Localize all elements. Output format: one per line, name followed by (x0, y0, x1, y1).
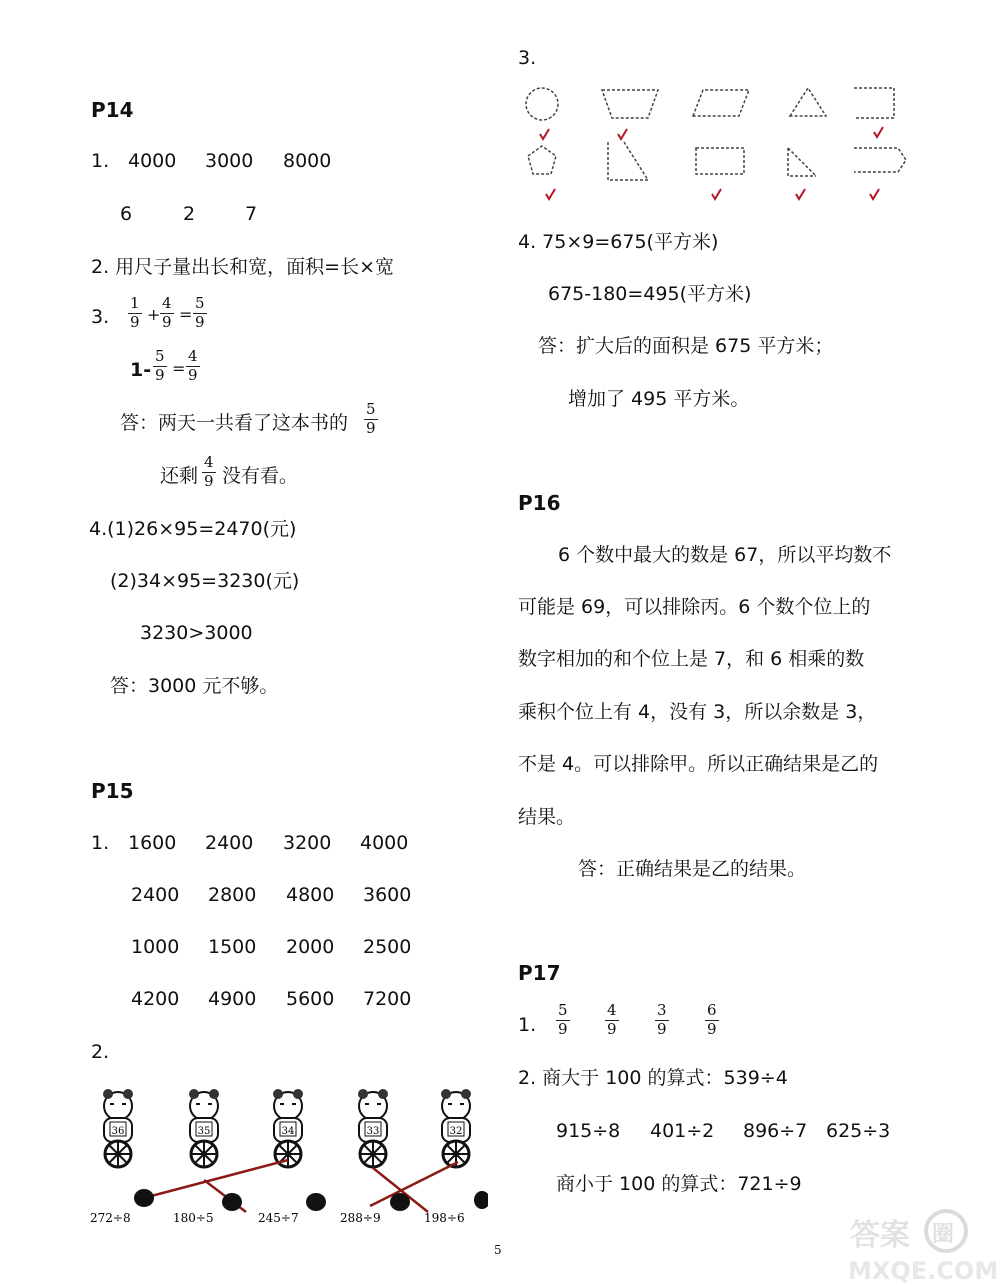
right-triangle-shape (788, 148, 816, 176)
fraction: $\frac{5}{9}$ (195, 294, 205, 331)
grid-cell: 4800 (286, 884, 335, 906)
division-expression: 625÷3 (826, 1120, 891, 1142)
check-icon (796, 189, 805, 199)
p14-q1-value: 7 (245, 203, 258, 225)
p14-q2: 2. 用尺子量出长和宽，面积=长×宽 (91, 256, 395, 278)
fraction: $\frac{4}{9}$ (607, 1001, 617, 1038)
p14-q3-unread: 没有看。 (222, 465, 299, 487)
ball-icon (390, 1193, 410, 1211)
division-expression: 915÷8 (556, 1120, 621, 1142)
check-icon (618, 129, 627, 139)
division-card: 198÷6 (424, 1211, 465, 1225)
grid-cell: 4200 (131, 988, 180, 1010)
p14-q1-value: 4000 (128, 150, 177, 172)
division-expression: 401÷2 (650, 1120, 715, 1142)
p14-q1-value: 6 (120, 203, 133, 225)
equals-sign: = (179, 305, 193, 324)
right-q4-answer: 答：扩大后的面积是 675 平方米； (538, 335, 834, 357)
p17-title: P17 (518, 961, 561, 985)
bear-number: 35 (197, 1126, 211, 1137)
arrow-shape (854, 148, 906, 172)
trapezoid-shape (602, 90, 658, 118)
p17-q2-line: 商小于 100 的算式：721÷9 (556, 1173, 802, 1195)
bear-number: 36 (111, 1126, 125, 1137)
grid-cell: 4000 (360, 832, 409, 854)
rectangle-shape (854, 88, 894, 118)
equals-sign: = (172, 359, 186, 378)
fraction: $\frac{5}{9}$ (155, 347, 165, 384)
division-expression: 896÷7 (743, 1120, 808, 1142)
p16-line: 数字相加的和个位上是 7，和 6 相乘的数 (518, 648, 865, 670)
svg-text:答案: 答案 (850, 1218, 910, 1253)
p14-q1-label: 1. (91, 150, 110, 172)
grid-cell: 7200 (363, 988, 412, 1010)
one-minus: 1- (130, 359, 152, 381)
p14-q3-label: 3. (91, 306, 110, 328)
ball-icon (134, 1189, 154, 1207)
grid-cell: 1600 (128, 832, 177, 854)
page-number: 5 (494, 1243, 502, 1257)
right-q3-label: 3. (518, 47, 537, 69)
ball-icon (306, 1193, 326, 1211)
p17-q1-label: 1. (518, 1014, 537, 1036)
fraction: $\frac{5}{9}$ (558, 1001, 568, 1038)
fraction: $\frac{4}{9}$ (188, 347, 198, 384)
ball-icon (474, 1191, 488, 1209)
right-q4-answer: 增加了 495 平方米。 (568, 388, 750, 410)
bear-number: 34 (281, 1126, 295, 1137)
p16-line: 可能是 69，可以排除丙。6 个数个位上的 (518, 596, 871, 618)
p16-line: 6 个数中最大的数是 67，所以平均数不 (558, 544, 892, 566)
grid-cell: 2400 (205, 832, 254, 854)
grid-cell: 5600 (286, 988, 335, 1010)
p14-q4-line: 4.(1)26×95=2470(元) (89, 518, 297, 540)
division-card: 180÷5 (173, 1211, 214, 1225)
fraction: $\frac{6}{9}$ (707, 1001, 717, 1038)
shapes-symmetry-figure (518, 82, 918, 212)
p15-q2-label: 2. (91, 1041, 110, 1063)
svg-text:MXQE.COM: MXQE.COM (848, 1257, 999, 1285)
svg-text:圈: 圈 (932, 1222, 955, 1247)
grid-cell: 2000 (286, 936, 335, 958)
bear-matching-illustration (88, 1088, 488, 1228)
p14-q3-remaining: 还剩 (160, 465, 199, 487)
division-card: 272÷8 (90, 1211, 131, 1225)
ball-icon (222, 1193, 242, 1211)
circle-shape (526, 88, 558, 120)
fraction: $\frac{3}{9}$ (657, 1001, 667, 1038)
p14-q4-line: (2)34×95=3230(元) (110, 570, 300, 592)
grid-cell: 2500 (363, 936, 412, 958)
p15-q1-label: 1. (91, 832, 110, 854)
fraction: $\frac{5}{9}$ (366, 400, 376, 437)
check-icon (546, 189, 555, 199)
check-icon (712, 189, 721, 199)
grid-cell: 3600 (363, 884, 412, 906)
check-icon (540, 129, 549, 139)
rectangle-shape (696, 148, 744, 174)
p14-q4-answer: 答：3000 元不够。 (110, 675, 279, 697)
fraction: $\frac{4}{9}$ (162, 294, 172, 331)
grid-cell: 1500 (208, 936, 257, 958)
triangle-shape (790, 88, 826, 116)
grid-cell: 3200 (283, 832, 332, 854)
p14-q3-answer: 答：两天一共看了这本书的 (120, 412, 349, 434)
division-card: 245÷7 (258, 1211, 299, 1225)
grid-cell: 4900 (208, 988, 257, 1010)
check-icon (870, 189, 879, 199)
grid-cell: 2400 (131, 884, 180, 906)
plus-sign: + (147, 305, 161, 324)
p16-title: P16 (518, 491, 561, 515)
watermark-logo (840, 1205, 1000, 1285)
pentagon-shape (528, 146, 556, 174)
parallelogram-shape (693, 90, 749, 116)
grid-cell: 1000 (131, 936, 180, 958)
p14-q4-line: 3230>3000 (140, 622, 253, 644)
p15-title: P15 (91, 779, 134, 803)
grid-cell: 2800 (208, 884, 257, 906)
p14-q1-value: 8000 (283, 150, 332, 172)
bear-number: 33 (366, 1126, 380, 1137)
division-card: 288÷9 (340, 1211, 381, 1225)
right-q4-line: 675-180=495(平方米) (548, 283, 752, 305)
p14-q1-value: 2 (183, 203, 196, 225)
fraction: $\frac{4}{9}$ (204, 453, 214, 490)
right-q4-line: 4. 75×9=675(平方米) (518, 231, 719, 253)
check-icon (874, 127, 883, 137)
p16-line: 不是 4。可以排除甲。所以正确结果是乙的 (518, 753, 879, 775)
p16-line: 乘积个位上有 4，没有 3，所以余数是 3， (518, 701, 877, 723)
p14-title: P14 (91, 98, 134, 122)
p17-q2-line: 2. 商大于 100 的算式：539÷4 (518, 1067, 788, 1089)
fraction: $\frac{1}{9}$ (130, 294, 140, 331)
bear-number: 32 (449, 1126, 463, 1137)
p16-line: 结果。 (518, 806, 576, 828)
quadrilateral-shape (608, 142, 648, 180)
p14-q1-value: 3000 (205, 150, 254, 172)
p16-answer: 答：正确结果是乙的结果。 (578, 858, 807, 880)
